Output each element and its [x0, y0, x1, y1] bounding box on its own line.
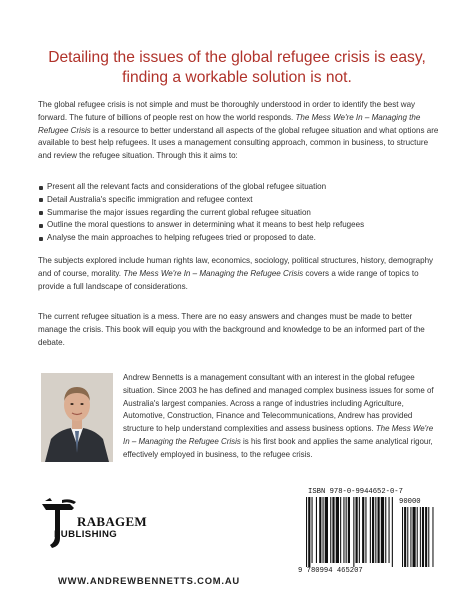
price-code: 90000: [399, 498, 421, 506]
intro-text-1: The global refugee crisis is not simple and must be thoroughly understood in order to identify the best way forward. The future of billions of people rest on how the world responds.: [38, 100, 416, 122]
publisher-subname: PUBLISHING: [54, 529, 118, 540]
author-text-1: Andrew Bennetts is a management consultant with an interest in the global refugee situation. Since 2003 he has defined and managed complex business issues for some of Australia's largest companies. Across a range of industries including Agriculture, Automotive, Construction, Finance and Telecommunications, Andrew has provided structure to help understand complexities and assess business options.: [123, 373, 434, 434]
author-text-2: is his first book and applies the same analytical rigour, effectively employed in business, to the refugee crisis.: [123, 436, 433, 459]
publisher-name: RABAGEM: [77, 514, 147, 529]
ean-digits: 9 780994 465207: [298, 567, 363, 575]
aims-item: Summarise the major issues regarding the current global refugee situation: [38, 207, 440, 220]
intro-book-title: The Mess We're In – Managing the Refugee Crisis: [38, 112, 421, 135]
author-bio: [123, 372, 441, 462]
aims-item: Present all the relevant facts and considerations of the global refugee situation: [38, 181, 440, 194]
headline: [40, 48, 434, 88]
isbn-barcode: [298, 488, 438, 578]
intro-text-2: is a resource to better understand all aspects of the global refugee situation and what options are available to best help refugees. It uses a management consulting approach, common in business, to structure and review the refugee situation. Through this it aims to:: [38, 125, 439, 161]
isbn-number: ISBN 978-0-9944652-0-7: [308, 488, 403, 496]
aims-item: Detail Australia's specific immigration and refugee context: [38, 194, 440, 207]
headline-line-2: finding a workable solution is not.: [122, 69, 352, 86]
subjects-text-2: covers a wide range of topics to provide a full landscape of considerations.: [38, 268, 419, 291]
author-book-title: The Mess We're In – Managing the Refugee Crisis: [123, 424, 434, 446]
aims-item: Analyse the main approaches to helping refugees tried or proposed to date.: [38, 232, 440, 245]
headline-line-1: Detailing the issues of the global refugee crisis is easy,: [48, 49, 426, 66]
aims-item: Outline the moral questions to answer in determining what it means to best help refugees: [38, 219, 440, 232]
subjects-book-title: The Mess We're In – Managing the Refugee Crisis: [123, 268, 304, 278]
closing-paragraph: The current refugee situation is a mess. There are no easy answers and changes must be made to better manage the crisis. This book will equip you with the background and knowledge to be an informed part of the debate.: [38, 312, 425, 347]
author-photo: [41, 373, 113, 462]
barcode-icon: [298, 497, 438, 577]
subjects-paragraph: [38, 255, 440, 293]
website-link[interactable]: WWW.ANDREWBENNETTS.COM.AU: [58, 575, 240, 586]
author-portrait-image: [41, 373, 113, 462]
intro-paragraph: [38, 99, 440, 163]
subjects-text-1: The subjects explored include human rights law, economics, sociology, political structures, history, demography and of course, morality.: [38, 256, 434, 278]
aims-list: [38, 181, 440, 245]
